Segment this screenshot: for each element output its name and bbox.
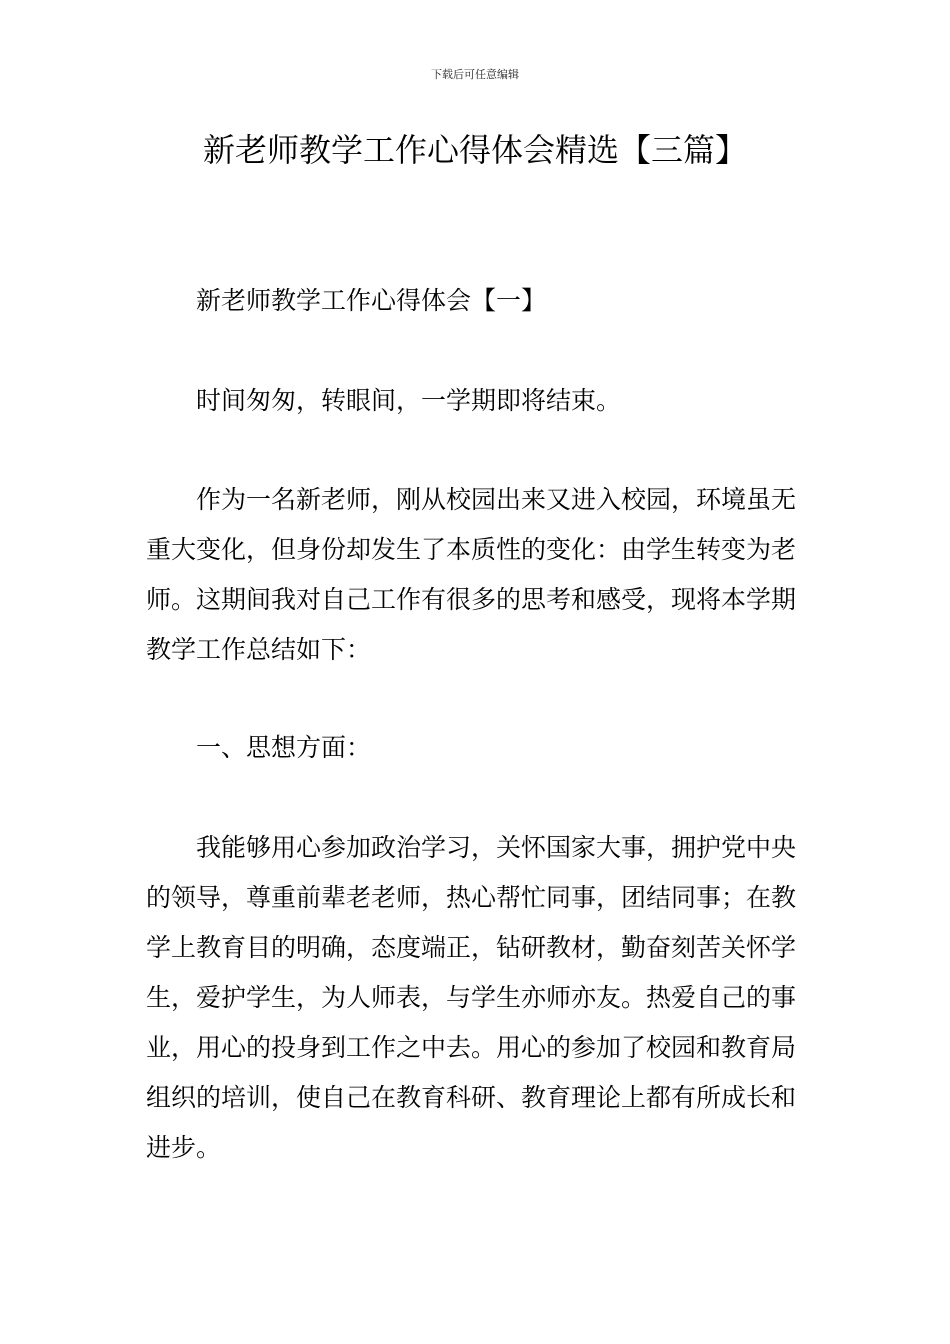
header-note: 下载后可任意编辑 <box>431 68 519 81</box>
section-subtitle: 新老师教学工作心得体会【一】 <box>196 286 547 315</box>
section-heading-thought: 一、思想方面： <box>196 733 372 762</box>
paragraph-thought: 我能够用心参加政治学习，关怀国家大事，拥护党中央的领导，尊重前辈老老师，热心帮忙同事，团结同事；在教学上教育目的明确，态度端正，钻研教材，勤奋刻苦关怀学生，爱护学生，为人师表，与学生亦师亦友。热爱自己的事业，用心的投身到工作之中去。用心的参加了校园和教育局组织的培训，使自己在教育科研、教育理论上都有所成长和进步。 <box>146 833 797 1162</box>
paragraph-intro: 时间匆匆，转眼间，一学期即将结束。 <box>196 386 622 415</box>
paragraph-summary: 作为一名新老师，刚从校园出来又进入校园，环境虽无重大变化，但身份却发生了本质性的变化：由学生转变为老师。这期间我对自己工作有很多的思考和感受，现将本学期教学工作总结如下： <box>146 485 797 664</box>
document-title: 新老师教学工作心得体会精选【三篇】 <box>202 131 747 169</box>
